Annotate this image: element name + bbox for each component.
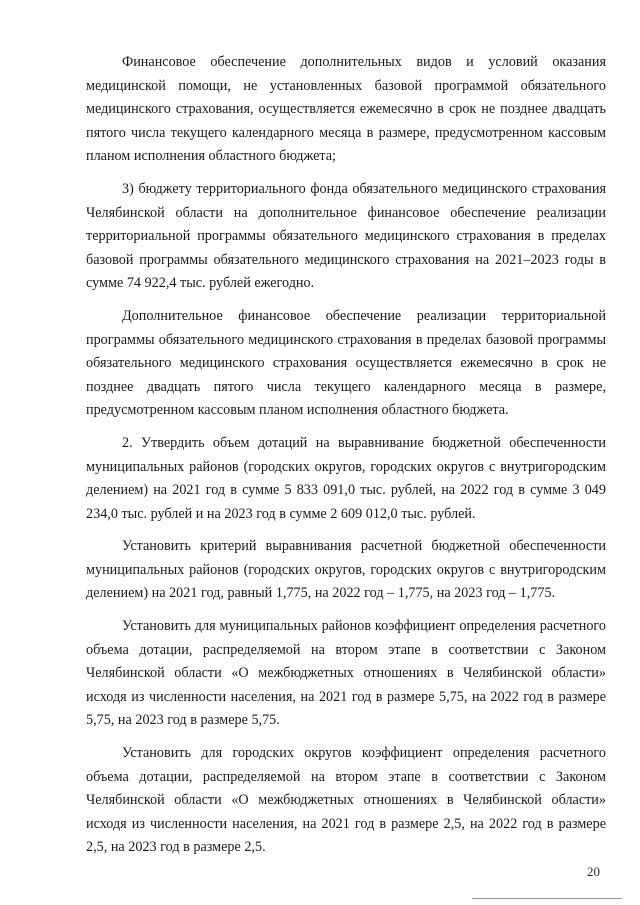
paragraph-district-coefficient: Установить для муниципальных районов коэффициент определения расчетного объема дотации, распределяемой на втором этапе в соответствии с Законом Челябинской области «О межбюджетных отношениях в Челябинской области» исходя из численности населения, на 2021 год в размере 5,75, на 2022 год в размере 5,75, на 2023 год в размере 5,75. bbox=[86, 618, 606, 729]
page-number: 20 bbox=[587, 864, 600, 879]
scan-edge-line bbox=[472, 898, 622, 899]
paragraph-equalization-criterion: Установить критерий выравнивания расчетной бюджетной обеспеченности муниципальных районов (городских округов, городских округов с внутригородским делением) на 2021 год, равный 1,775, на 2022 год – 1,775, на 2023 год – 1,775. bbox=[86, 538, 606, 602]
paragraph-city-coefficient: Установить для городских округов коэффициент определения расчетного объема дотации, распределяемой на втором этапе в соответствии с Законом Челябинской области «О межбюджетных отношениях в Челябинской области» исходя из численности населения, на 2021 год в размере 2,5, на 2022 год в размере 2,5, на 2023 год в размере 2,5. bbox=[86, 745, 606, 856]
paragraph-financial-support: Финансовое обеспечение дополнительных видов и условий оказания медицинской помощи, не установленных базовой программой обязательного медицинского страхования, осуществляется ежемесячно в срок не позднее двадцать пятого числа текущего календарного месяца в размере, предусмотренном кассовым планом исполнения областного бюджета; bbox=[86, 54, 606, 165]
paragraph-additional-support: Дополнительное финансовое обеспечение реализации территориальной программы обязательного медицинского страхования в пределах базовой программы обязательного медицинского страхования осуществляется ежемесячно в срок не позднее двадцать пятого числа текущего календарного месяца в размере, предусмотренном кассовым планом исполнения областного бюджета. bbox=[86, 307, 606, 419]
document-body bbox=[86, 51, 606, 860]
paragraph-territorial-fund: 3) бюджету территориального фонда обязательного медицинского страхования Челябинской области на дополнительное финансовое обеспечение реализации территориальной программы обязательного медицинского страхования в пределах базовой программы обязательного медицинского страхования на 2021–2023 годы в сумме 74 922,4 тыс. рублей ежегодно. bbox=[86, 180, 606, 292]
paragraph-subsidies-volume: 2. Утвердить объем дотаций на выравнивание бюджетной обеспеченности муниципальных районов (городских округов, городских округов с внутригородским делением) на 2021 год в сумме 5 833 091,0 тыс. рублей, на 2022 год в сумме 3 049 234,0 тыс. рублей и на 2023 год в сумме 2 609 012,0 тыс. рублей. bbox=[86, 434, 606, 522]
